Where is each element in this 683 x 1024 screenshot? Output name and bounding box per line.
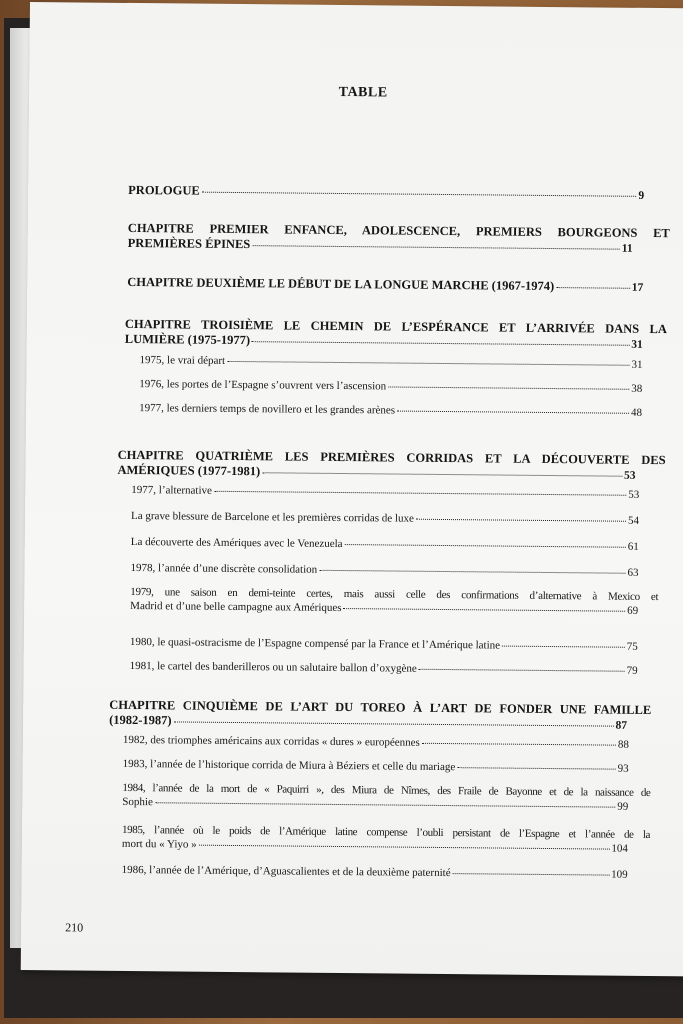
toc-entry-chapter-1[interactable] xyxy=(128,221,670,257)
dot-leader xyxy=(556,287,630,289)
toc-page-number: 75 xyxy=(626,640,638,653)
toc-subentry[interactable] xyxy=(131,509,639,528)
toc-subentry[interactable] xyxy=(131,561,639,580)
toc-subentry[interactable] xyxy=(122,863,628,882)
dot-leader xyxy=(227,361,629,366)
toc-subentry[interactable] xyxy=(140,353,643,372)
page-title: TABLE xyxy=(338,84,388,101)
toc-subentry-label: 1979, une saison en demi-teinte certes, mais aussi celle des confirmations d’alternative à Mexico et xyxy=(130,585,659,604)
toc-subentry-label: 1985, l’année où le poids de l’Amérique latine compense l’oubli persistant de l’Espagne et l’année de la xyxy=(121,823,651,841)
dot-leader xyxy=(457,767,615,770)
dot-leader xyxy=(262,472,622,476)
toc-subentry[interactable] xyxy=(131,483,639,502)
toc-entry-label-cont: AMÉRIQUES (1977-1981) xyxy=(117,462,261,479)
toc-entry-label: CHAPITRE TROISIÈME LE CHEMIN DE L’ESPÉRANCE ET L’ARRIVÉE DANS LA xyxy=(124,316,667,337)
dot-leader xyxy=(319,570,625,574)
toc-subentry-label: La découverte des Amériques avec le Venezuela xyxy=(130,535,343,551)
dot-leader xyxy=(214,491,626,496)
dot-leader xyxy=(397,411,629,414)
toc-subentry[interactable] xyxy=(123,733,629,752)
toc-entry-chapter-4[interactable] xyxy=(117,448,665,484)
toc-subentry-label: 1983, l’année de l’historique corrida de Miura à Béziers et celle du mariage xyxy=(122,757,456,774)
toc-page-number: 54 xyxy=(627,514,640,527)
toc-entry-label-cont: PREMIÈRES ÉPINES xyxy=(127,235,251,252)
toc-page-number: 53 xyxy=(623,469,636,482)
toc-page-number: 31 xyxy=(631,358,643,371)
toc-page-number: 87 xyxy=(615,719,628,732)
toc-entry-label: CHAPITRE CINQUIÈME DE L’ART DU TOREO À L’ART DE FONDER UNE FAMILLE xyxy=(109,697,652,717)
toc-subentry-label: 1981, le cartel des banderilleros ou un salutaire ballon d’oxygène xyxy=(129,659,417,675)
toc-page-number: 31 xyxy=(631,338,643,351)
toc-subentry[interactable] xyxy=(122,823,650,856)
toc-subentry-label: 1975, le vrai départ xyxy=(139,354,226,367)
dot-leader xyxy=(174,721,614,726)
toc-subentry-label-cont: Sophie xyxy=(122,795,153,809)
toc-subentry-label: 1980, le quasi-ostracisme de l’Espagne compensé par la France et l’Amérique latine xyxy=(129,635,501,652)
toc-subentry-label-cont: Madrid et d’une belle campagne aux Amériques xyxy=(130,599,342,615)
toc-page-number: 69 xyxy=(627,604,639,617)
toc-entry-label-cont: LUMIÈRE (1975-1977) xyxy=(124,331,251,348)
toc-page-number: 88 xyxy=(617,738,629,751)
toc-subentry-label: 1978, l’année d’une discrète consolidation xyxy=(130,561,318,576)
dot-leader xyxy=(422,743,616,746)
toc-entry-label-cont: (1982-1987) xyxy=(109,712,172,728)
toc-entry-prologue[interactable] xyxy=(128,183,644,204)
toc-subentry-label: 1976, les portes de l’Espagne s’ouvrent vers l’ascension xyxy=(139,378,387,393)
toc-subentry[interactable] xyxy=(130,585,658,618)
toc-subentry[interactable] xyxy=(130,635,638,654)
toc-subentry-label: 1982, des triomphes américains aux corridas « dures » européennes xyxy=(122,733,420,749)
toc-subentry[interactable] xyxy=(122,781,650,814)
toc-page-number: 104 xyxy=(611,842,628,855)
toc-entry-chapter-3[interactable] xyxy=(125,317,667,353)
dot-leader xyxy=(416,519,626,522)
toc-entry-chapter-2[interactable] xyxy=(127,275,643,296)
toc-page-number: 11 xyxy=(621,242,633,255)
toc-subentry-label: 1984, l’année de la mort de « Paquirri », des Miura de Nîmes, des Fraile de Bayonne et de la naissance de xyxy=(122,781,651,799)
toc-subentry[interactable] xyxy=(131,535,639,554)
dot-leader xyxy=(252,245,620,250)
toc-entry-label: CHAPITRE PREMIER ENFANCE, ADOLESCENCE, PREMIERS BOURGEONS ET xyxy=(127,220,670,241)
dot-leader xyxy=(344,608,626,612)
toc-subentry[interactable] xyxy=(139,401,642,420)
dot-leader xyxy=(345,544,626,548)
toc-subentry-label: La grave blessure de Barcelone et les premières corridas de luxe xyxy=(131,509,414,525)
toc-subentry-label-cont: mort du « Yiyo » xyxy=(121,837,197,851)
toc-entry-label: CHAPITRE DEUXIÈME LE DÉBUT DE LA LONGUE MARCHE (1967-1974) xyxy=(127,274,555,294)
toc-page-number: 48 xyxy=(631,406,643,419)
dot-leader xyxy=(502,646,625,648)
dot-leader xyxy=(388,386,629,389)
dot-leader xyxy=(202,192,637,197)
page-number: 210 xyxy=(65,920,84,935)
toc-subentry-label: 1977, l’alternative xyxy=(131,483,213,497)
toc-page-number: 61 xyxy=(627,540,639,553)
book-page xyxy=(21,2,683,976)
toc-subentry[interactable] xyxy=(123,757,629,776)
dot-leader xyxy=(453,873,610,876)
toc-subentry-label: 1977, les derniers temps de novillero et les grandes arènes xyxy=(139,402,396,417)
toc-page-number: 99 xyxy=(617,800,629,813)
toc-page-number: 38 xyxy=(631,382,643,395)
toc-entry-label: CHAPITRE QUATRIÈME LES PREMIÈRES CORRIDAS ET LA DÉCOUVERTE DES xyxy=(117,447,666,468)
toc-page-number: 109 xyxy=(611,868,628,881)
toc-page-number: 93 xyxy=(617,762,629,775)
dot-leader xyxy=(199,845,610,850)
toc-entry-chapter-5[interactable] xyxy=(109,698,651,734)
dot-leader xyxy=(419,669,625,672)
toc-subentry-label: 1986, l’année de l’Amérique, d’Aguascalientes et de la deuxième paternité xyxy=(121,863,451,880)
toc-subentry[interactable] xyxy=(139,377,642,396)
dot-leader xyxy=(155,802,615,807)
toc-subentry[interactable] xyxy=(130,659,638,678)
toc-page-number: 53 xyxy=(628,488,640,501)
toc-entry-label: PROLOGUE xyxy=(128,182,200,198)
dot-leader xyxy=(252,341,629,346)
toc-page-number: 9 xyxy=(638,189,645,202)
toc-page-number: 79 xyxy=(626,664,638,677)
toc-page-number: 63 xyxy=(627,566,639,579)
toc-page-number: 17 xyxy=(631,281,644,294)
